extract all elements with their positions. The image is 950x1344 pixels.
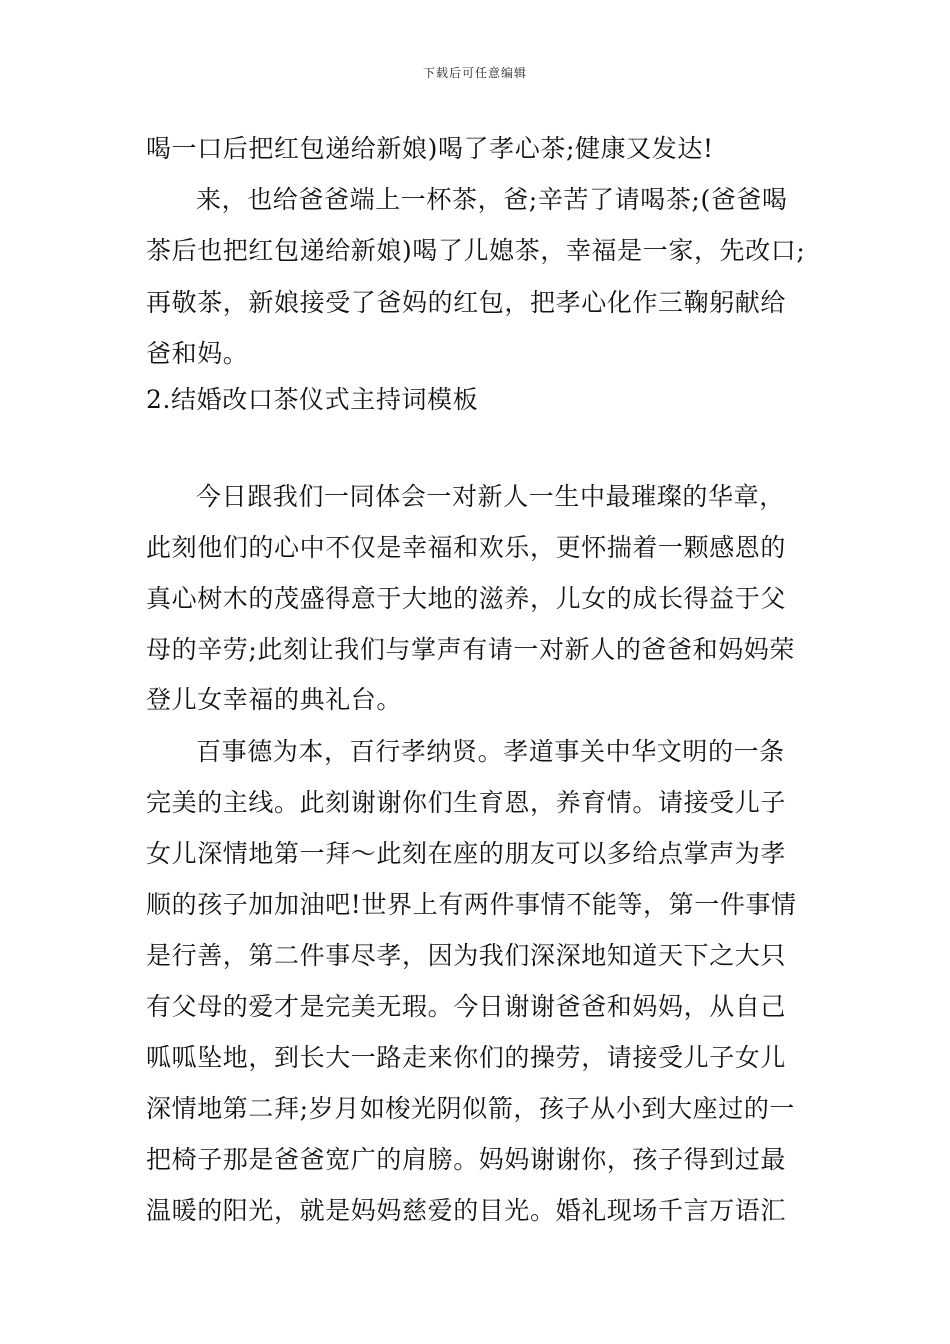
text-line: 把椅子那是爸爸宽广的肩膀。妈妈谢谢你，孩子得到过最	[146, 1145, 787, 1174]
text-line: 女儿深情地第一拜～此刻在座的朋友可以多给点掌声为孝	[146, 839, 787, 868]
section-heading: 2.结婚改口茶仪式主持词模板	[146, 385, 479, 414]
text-line: 喝一口后把红包递给新娘)喝了孝心茶;健康又发达!	[146, 134, 714, 163]
text-line: 深情地第二拜;岁月如梭光阴似箭，孩子从小到大座过的一	[146, 1094, 796, 1123]
text-line: 顺的孩子加加油吧!世界上有两件事情不能等，第一件事情	[146, 890, 797, 919]
text-line: 爸和妈。	[146, 339, 249, 368]
page-header: 下载后可任意编辑	[422, 66, 527, 80]
text-line: 温暖的阳光，就是妈妈慈爱的目光。婚礼现场千言万语汇	[146, 1196, 787, 1225]
text-line: 此刻他们的心中不仅是幸福和欢乐，更怀揣着一颗感恩的	[146, 533, 787, 562]
paragraph-start-line: 百事德为本，百行孝纳贤。孝道事关中华文明的一条	[196, 737, 785, 766]
text-line: 真心树木的茂盛得意于大地的滋养，儿女的成长得益于父	[146, 584, 787, 613]
text-line: 是行善，第二件事尽孝，因为我们深深地知道天下之大只	[146, 941, 787, 970]
text-line: 完美的主线。此刻谢谢你们生育恩，养育情。请接受儿子	[146, 788, 787, 817]
text-line: 茶后也把红包递给新娘)喝了儿媳茶，幸福是一家，先改口;	[146, 236, 806, 265]
paragraph-start-line: 来，也给爸爸端上一杯茶，爸;辛苦了请喝茶;(爸爸喝	[196, 185, 788, 214]
text-line: 登儿女幸福的典礼台。	[146, 685, 403, 714]
text-line: 有父母的爱才是完美无瑕。今日谢谢爸爸和妈妈，从自己	[146, 992, 787, 1021]
paragraph-start-line: 今日跟我们一同体会一对新人一生中最璀璨的华章，	[196, 482, 785, 511]
text-line: 母的辛劳;此刻让我们与掌声有请一对新人的爸爸和妈妈荣	[146, 635, 796, 664]
text-line: 再敬茶，新娘接受了爸妈的红包，把孝心化作三鞠躬献给	[146, 288, 787, 317]
text-line: 呱呱坠地，到长大一路走来你们的操劳，请接受儿子女儿	[146, 1043, 787, 1072]
